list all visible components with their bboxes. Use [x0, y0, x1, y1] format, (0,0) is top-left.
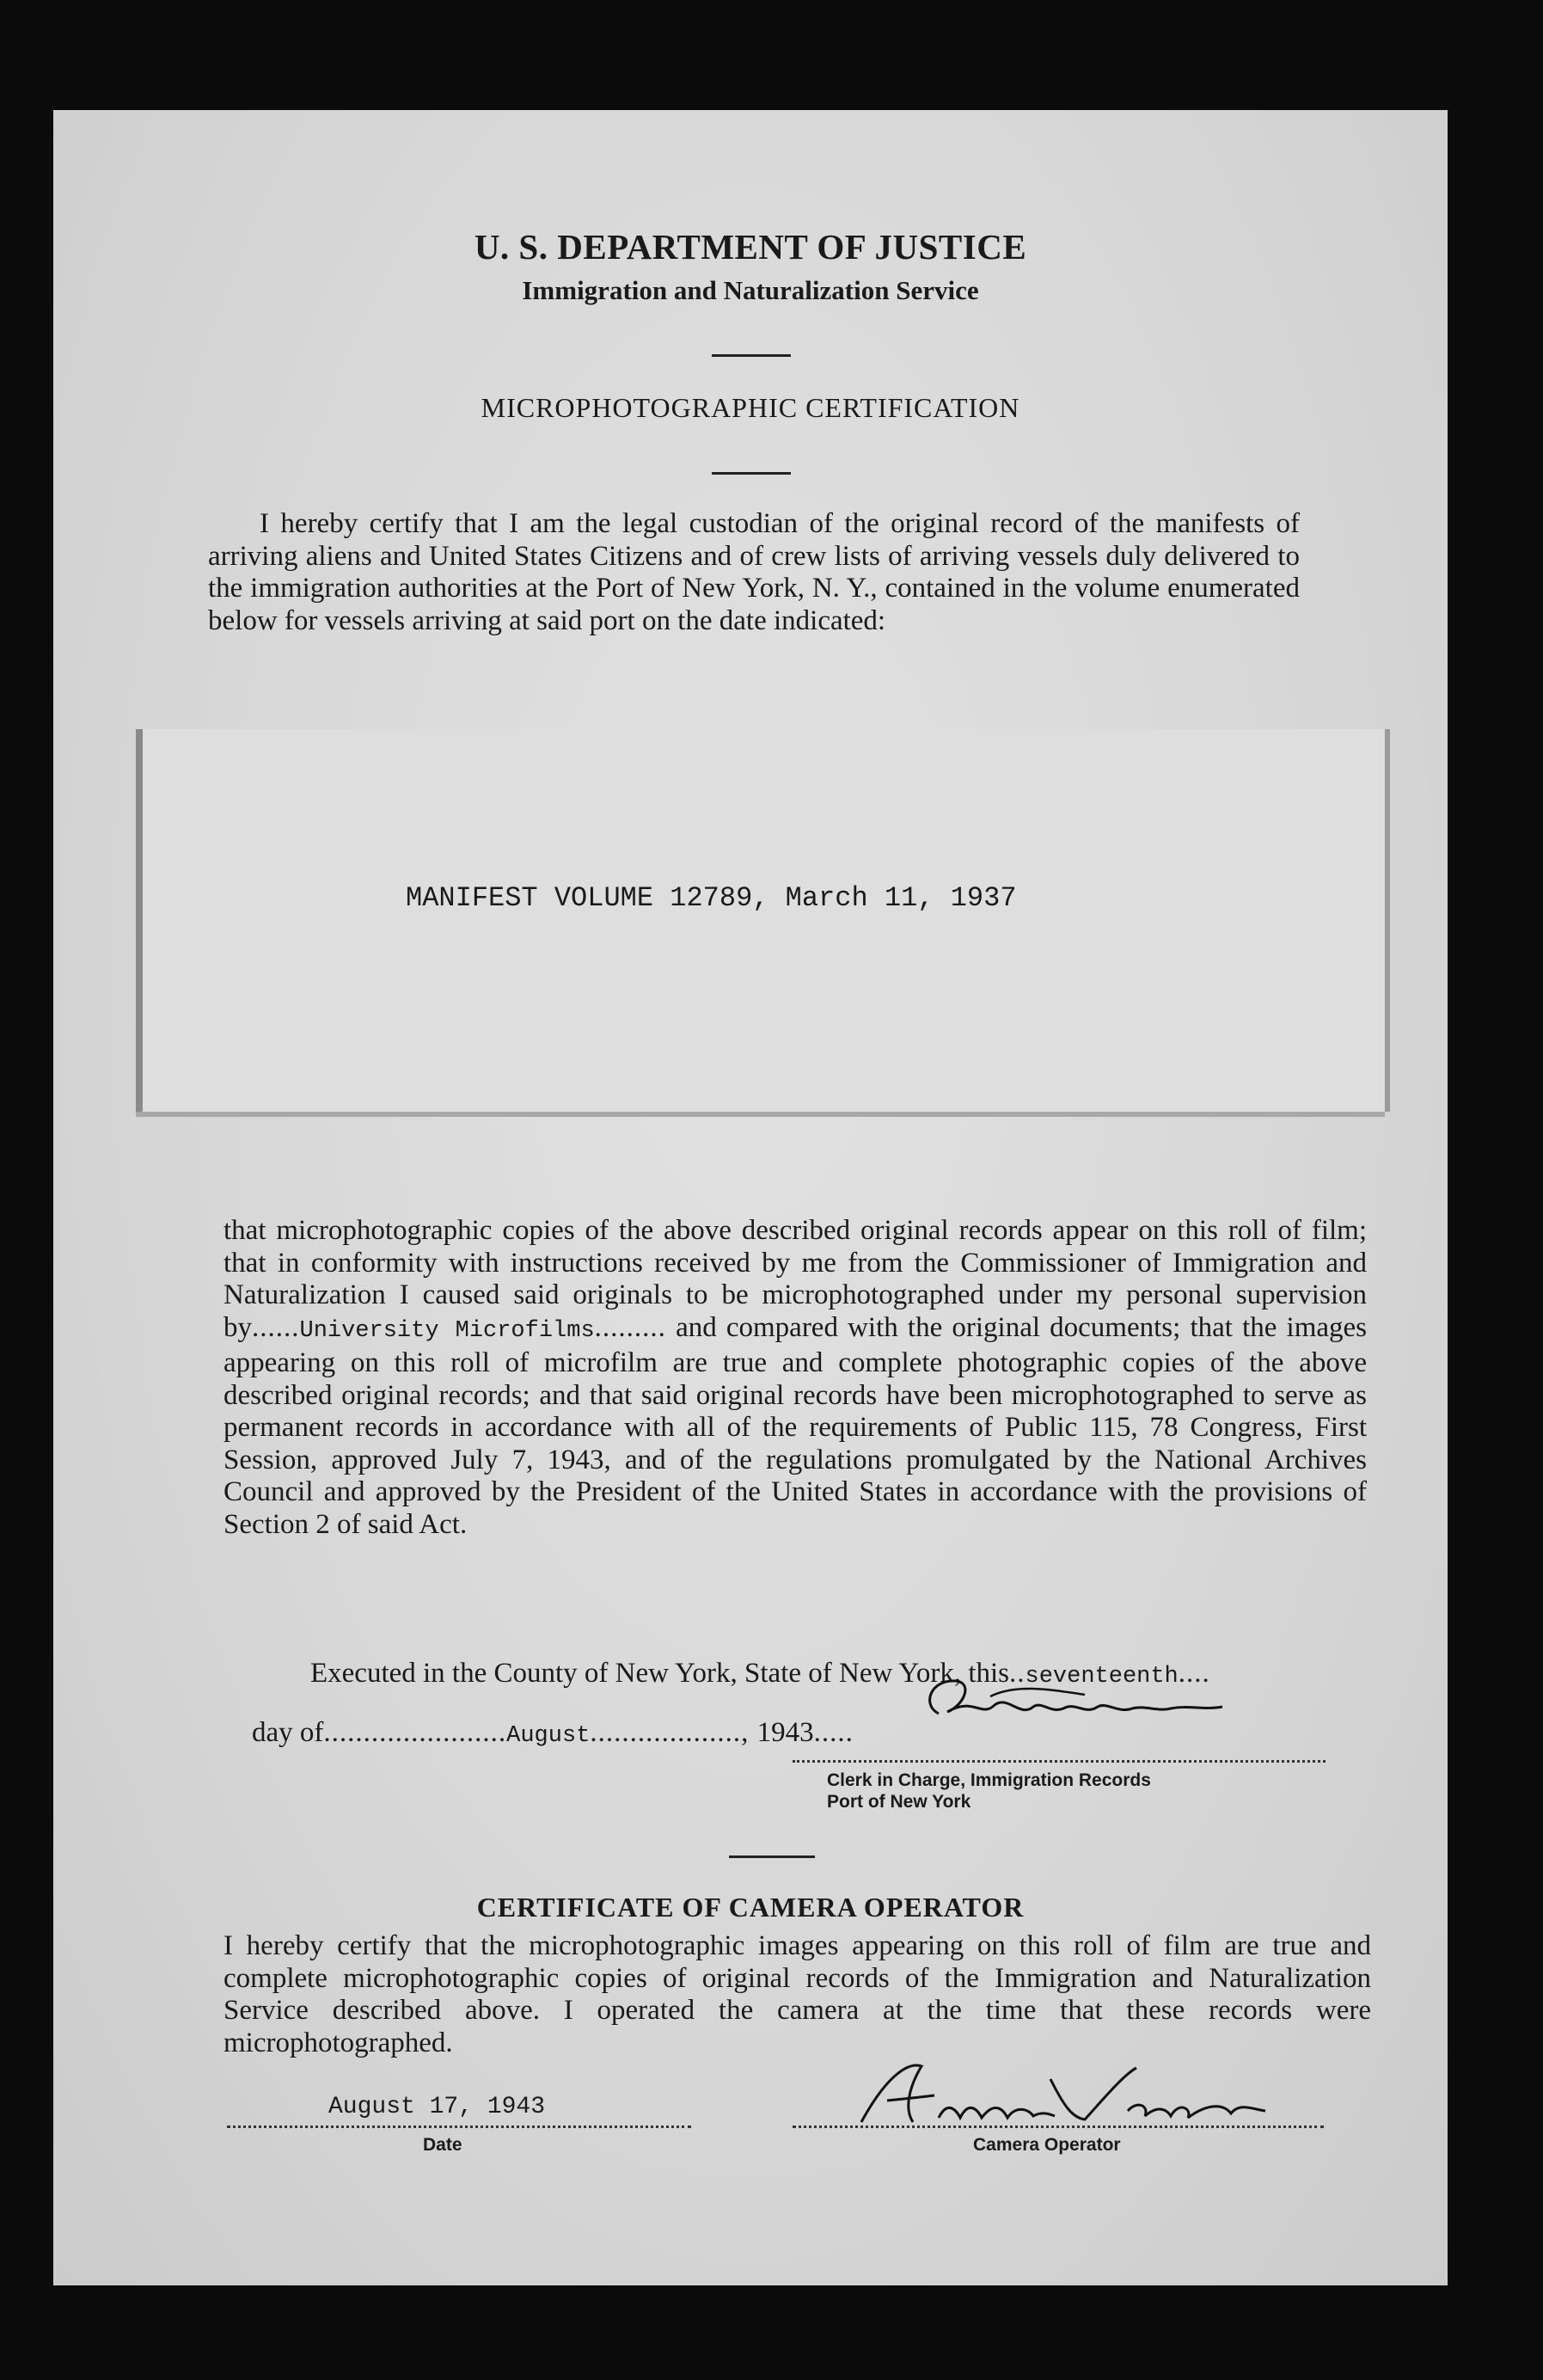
- department-heading: U. S. DEPARTMENT OF JUSTICE: [474, 227, 1027, 267]
- agency-subheading: Immigration and Naturalization Service: [522, 275, 979, 305]
- body-text-before: that microphotographic copies of the above described original records appear on this roll of film; that in conformity with instructions received by me from the Commissioner of Immigration and Naturalization I caused said originals to be microphotographed under my personal supervision by: [223, 1215, 1367, 1343]
- manifest-insert-slip: [136, 729, 1385, 1112]
- execution-day: seventeenth: [1025, 1664, 1179, 1690]
- execution-line: Executed in the County of New York, State of New York, this..seventeenth....: [310, 1658, 1210, 1690]
- camera-date-value: August 17, 1943: [328, 2094, 546, 2120]
- execution-year: 1943: [756, 1717, 814, 1748]
- certificate-page: [53, 110, 1448, 2285]
- camera-section-divider: [729, 1856, 815, 1858]
- camera-certificate-text: I hereby certify that the microphotographic images appearing on this roll of film are true and complete microphotographic copies of original records of the Immigration and Naturalization Service described above. I operated the camera at the time that these records were microphotographed.: [223, 1930, 1371, 2058]
- certification-title: MICROPHOTOGRAPHIC CERTIFICATION: [481, 392, 1020, 423]
- header-divider-top: [712, 354, 791, 357]
- execution-month: August: [506, 1723, 591, 1749]
- camera-operator-signature: [827, 2058, 1274, 2135]
- photographer-name: University Microfilms: [299, 1317, 595, 1344]
- camera-certificate-title: CERTIFICATE OF CAMERA OPERATOR: [476, 1892, 1025, 1923]
- intro-paragraph: I hereby certify that I am the legal custodian of the original record of the manifests of arriving aliens and United States Citizens and of crew lists of arriving vessels duly delivered to the immigration authorities at the Port of New York, N. Y., contained in the volume enumerated below for vessels arriving at said port on the date indicated:: [208, 508, 1300, 636]
- manifest-volume-text: MANIFEST VOLUME 12789, March 11, 1937: [406, 882, 1017, 914]
- camera-date-line: [227, 2125, 691, 2128]
- certification-body: that microphotographic copies of the above described original records appear on this roll of film; that in conformity with instructions received by me from the Commissioner of Immigration and Naturalization I caused said originals to be microphotographed under my personal supervision by......University Microfilms......... and compared with the original documents; that the images appearing on this roll of microfilm are true and complete photographic copies of the above described original records; and that said original records have been microphotographed to serve as permanent records in accordance with all of the requirements of Public 115, 78 Congress, First Session, approved July 7, 1943, and of the regulations promulgated by the National Archives Council and approved by the President of the United States in accordance with the provisions of Section 2 of said Act.: [223, 1215, 1367, 1540]
- clerk-title: Clerk in Charge, Immigration Records Port of New York: [827, 1770, 1151, 1812]
- clerk-signature-line: [793, 1760, 1326, 1763]
- camera-operator-label: Camera Operator: [973, 2135, 1121, 2155]
- body-text-after: and compared with the original documents; that the images appearing on this roll of microfilm are true and complete photographic copies of the above described original records; and that said original records have been microphotographed to serve as permanent records in accordance with all of the requirements of Public 115, 78 Congress, First Session, approved July 7, 1943, and of the regulations promulgated by the National Archives Council and approved by the President of the United States in accordance with the provisions of Section 2 of said Act.: [223, 1311, 1367, 1540]
- clerk-signature: [913, 1671, 1291, 1739]
- camera-operator-signature-line: [793, 2125, 1324, 2128]
- header-divider-bottom: [712, 472, 791, 475]
- day-of-line: day of.......................August..................., 1943.....: [252, 1717, 854, 1749]
- camera-date-label: Date: [423, 2135, 462, 2155]
